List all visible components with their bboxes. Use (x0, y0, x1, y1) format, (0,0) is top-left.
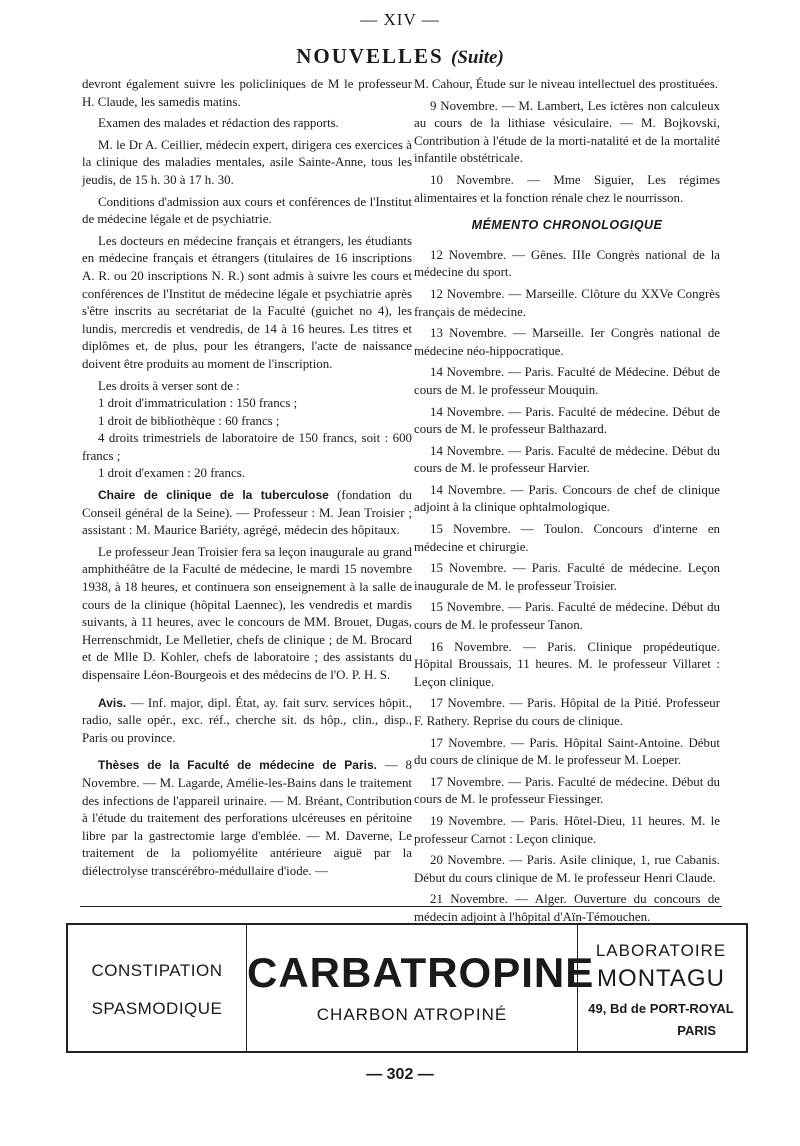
memento-entry: 20 Novembre. — Paris. Asile clinique, 1, rue Cabanis. Début du cours clinique de M. le professeur Henri Claude. (414, 853, 720, 885)
ad-product-name: CARBATROPINE (247, 949, 595, 996)
ad-lab-address: 49, Bd de PORT-ROYAL (588, 1001, 734, 1016)
paragraph: Conditions d'admission aux cours et conférences de l'Institut de médecine légale et de psychiatrie. (82, 194, 412, 227)
paragraph: Les docteurs en médecine français et étrangers, les étudiants en médecine français et étrangers (titulaires de 16 inscriptions A. R. ou 20 inscriptions N. R.) sont admis à suivre les cours et conférences de l'Institut de médecine légale et psychiatrie après s'être inscrits au secrétariat de la Faculté (guichet no 4), les lundis, mercredis et vendredis, de 14 à 16 heures. Les titres et diplômes et, de plus, pour les étrangers, l'acte de naissance doivent être produits au moment de l'inscription. (82, 233, 412, 371)
memento-heading: MÉMENTO CHRONOLOGIQUE (471, 218, 663, 233)
paragraph: devront également suivre les policliniques de M le professeur H. Claude, les samedis matins. (82, 77, 412, 109)
left-column (82, 76, 412, 885)
paragraph: M. Cahour, Étude sur le niveau intellectuel des prostituées. (414, 77, 719, 91)
ad-product (246, 925, 595, 1051)
bold-heading: Thèses de la Faculté de médecine de Paris. (98, 758, 377, 773)
memento-entry: 17 Novembre. — Paris. Faculté de médecine. Début du cours de M. le professeur Fiessinger. (414, 774, 720, 807)
ad-lab-city: PARIS (677, 1023, 716, 1038)
paragraph (82, 757, 412, 880)
ad-lab-line: LABORATOIRE (595, 941, 727, 960)
paragraph-text: (fondation du Conseil général de la Seine). — Professeur : M. Jean Troisier ; assistant : M. Maurice Bariéty, agrégé, médecin des hôpitaux. (82, 488, 412, 538)
header-suite: (Suite) (451, 47, 504, 68)
memento-entry: 17 Novembre. — Paris. Hôpital de la Pitié. Professeur F. Rathery. Reprise du cours de clinique. (414, 696, 720, 728)
paragraph: M. le Dr A. Ceillier, médecin expert, dirigera ces exercices à la clinique des maladies mentales, asile Sainte-Anne, tous les jeudis, de 15 h. 30 à 17 h. 30. (82, 137, 412, 187)
memento-entry: 13 Novembre. — Marseille. Ier Congrès national de médecine néo-hippocratique. (414, 326, 720, 358)
ad-left-line: SPASMODIQUE (91, 999, 223, 1018)
memento-entry: 12 Novembre. — Marseille. Clôture du XXVe Congrès français de médecine. (414, 286, 720, 319)
bold-heading: Chaire de clinique de la tuberculose (98, 488, 329, 503)
ad-lab-name: MONTAGU (597, 965, 725, 992)
notice (82, 695, 412, 748)
memento-entry: 21 Novembre. — Alger. Ouverture du concours de médecin adjoint à l'hôpital d'Aïn-Témouchen. (414, 892, 720, 924)
memento-entry: 14 Novembre. — Paris. Faculté de médecine. Début de cours de M. le professeur Balthazard. (414, 404, 720, 437)
paragraph (82, 487, 412, 540)
section-header (0, 44, 800, 69)
paragraph: Examen des malades et rédaction des rapports. (98, 116, 339, 131)
header-title: NOUVELLES (296, 44, 444, 68)
ad-laboratory (576, 925, 746, 1051)
memento-entry: 16 Novembre. — Paris. Clinique propédeutique. Hôpital Broussais, 11 heures. M. le professeur Villaret : Leçon clinique. (414, 639, 720, 689)
fee-line: 1 droit d'immatriculation : 150 francs ; (98, 396, 298, 411)
paragraph: 9 Novembre. — M. Lambert, Les ictères non calculeux au cours de la lithiase vésiculaire. — M. Bojkovski, Contribution à l'étude de la morti-natalité et de la mortalité infantile obstétricale. (414, 98, 720, 166)
memento-entry: 12 Novembre. — Gênes. IIIe Congrès national de la médecine du sport. (414, 247, 720, 280)
paragraph: Les droits à verser sont de : (98, 378, 240, 393)
memento-entry: 15 Novembre. — Paris. Faculté de médecine. Leçon inaugurale de M. le professeur Troisier. (414, 561, 720, 593)
paragraph: Le professeur Jean Troisier fera sa leçon inaugurale au grand amphithéâtre de la Faculté de médecine, le mardi 15 novembre 1938, à 18 heures, et continuera son enseignement à la salle de cours de la clinique (hôpital Laennec), les vendredis et mardis suivants, à 11 heures, avec le concours de MM. Brouet, Dugas, Herrenschmidt, Le Melletier, chefs de clinique ; de M. Brocard et de Mlle D. Kohler, chefs de laboratoire ; des assistants du dispensaire Léon-Bourgeois et des médecins de l'O. P. H. S. (82, 544, 412, 682)
paragraph-text: — 8 Novembre. — M. Lagarde, Amélie-les-Bains dans le traitement des infections de l'appareil urinaire. — M. Bréant, Contribution à l'étude du traitement des perforations ulcéreuses en péritoine libre par la gastrectomie large d'emblée. — M. Daverne, Le traitement de la poliomyélite antérieure aiguë par la diélectrolyse transcérébro-médullaire d'iode. — (82, 758, 412, 878)
memento-entry: 14 Novembre. — Paris. Concours de chef de clinique adjoint à la clinique ophtalmologique. (414, 482, 720, 515)
page-number: — 302 — (366, 1066, 434, 1083)
memento-entry: 19 Novembre. — Paris. Hôtel-Dieu, 11 heures. M. le professeur Carnot : Leçon clinique. (414, 813, 720, 846)
paragraph: 10 Novembre. — Mme Siguier, Les régimes alimentaires et la fonction rénale chez le nourrisson. (414, 172, 720, 205)
divider (80, 906, 722, 907)
memento-entry: 17 Novembre. — Paris. Hôpital Saint-Antoine. Début du cours de clinique de M. le professeur M. Loeper. (414, 735, 720, 768)
ad-left-line: CONSTIPATION (91, 961, 223, 980)
right-column (414, 76, 720, 931)
memento-entry: 14 Novembre. — Paris. Faculté de médecine. Début du cours de M. le professeur Harvier. (414, 443, 720, 476)
memento-entry: 15 Novembre. — Toulon. Concours d'interne en médecine et chirurgie. (414, 522, 720, 554)
memento-entry: 15 Novembre. — Paris. Faculté de médecine. Début du cours de M. le professeur Tanon. (414, 600, 720, 633)
notice-text: — Inf. major, dipl. État, ay. fait surv. services hôpit., radio, salle opér., exc. réf., cherche sit. ds hôp., clin., disp., Paris ou province. (82, 695, 412, 745)
memento-list (414, 247, 720, 927)
memento-entry: 14 Novembre. — Paris. Faculté de Médecine. Début de cours de M. le professeur Mouquin. (414, 365, 720, 397)
advertisement (66, 923, 748, 1053)
ad-product-subtitle: CHARBON ATROPINÉ (316, 1005, 508, 1024)
bold-heading: Avis. (98, 695, 127, 710)
fee-line: 1 droit de bibliothèque : 60 francs ; (98, 413, 280, 428)
page-roman-numeral: — XIV — (360, 10, 440, 29)
fee-line: 4 droits trimestriels de laboratoire de 150 francs, soit : 600 francs ; (82, 431, 412, 463)
ad-indication (68, 925, 246, 1051)
fee-line: 1 droit d'examen : 20 francs. (98, 466, 245, 481)
